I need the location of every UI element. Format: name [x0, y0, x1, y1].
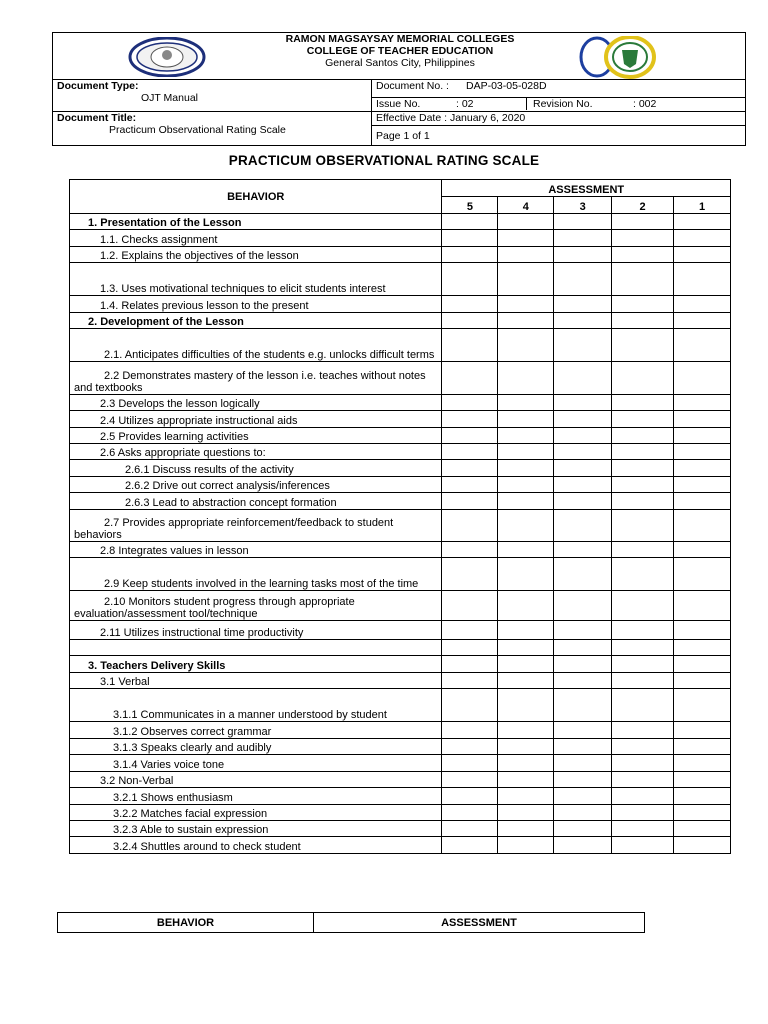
table-row: [70, 755, 731, 772]
rating-cell[interactable]: [612, 656, 674, 673]
institution-name: RAMON MAGSAYSAY MEMORIAL COLLEGES: [285, 33, 515, 45]
rating-cell[interactable]: [554, 821, 612, 837]
rating-cell[interactable]: [612, 739, 674, 755]
rating-cell[interactable]: [554, 510, 612, 542]
rating-cell[interactable]: [674, 542, 731, 558]
table-row: [70, 428, 731, 444]
rating-cell[interactable]: [554, 247, 612, 263]
rating-cell[interactable]: [612, 395, 674, 411]
rating-cell[interactable]: [442, 296, 498, 313]
rating-cell[interactable]: [442, 362, 498, 395]
rating-cell[interactable]: [554, 542, 612, 558]
table-row: [70, 313, 731, 329]
rating-cell[interactable]: [498, 395, 554, 411]
rating-cell[interactable]: [498, 772, 554, 788]
table-row: [70, 477, 731, 493]
rating-cell[interactable]: [498, 362, 554, 395]
rating-cell[interactable]: [674, 788, 731, 805]
rating-cell[interactable]: [674, 411, 731, 428]
behavior-cell: 2.7 Provides appropriate reinforcement/feedback to student behaviors: [70, 510, 442, 542]
doc-type-label: Document Type:: [57, 80, 139, 92]
table-row: [70, 247, 731, 263]
table-row: [70, 788, 731, 805]
table-row: [70, 214, 731, 230]
table-row: [70, 805, 731, 821]
rating-cell[interactable]: [612, 428, 674, 444]
behavior-cell: 2.4 Utilizes appropriate instructional aids: [70, 411, 442, 428]
rating-cell[interactable]: [442, 477, 498, 493]
rating-cell[interactable]: [612, 362, 674, 395]
rating-cell[interactable]: [612, 755, 674, 772]
table-row: [70, 362, 731, 395]
rating-cell[interactable]: [554, 263, 612, 296]
rating-cell[interactable]: [612, 722, 674, 739]
rating-cell[interactable]: [674, 460, 731, 477]
rating-cell[interactable]: [674, 805, 731, 821]
behavior-cell: 2. Development of the Lesson: [70, 313, 442, 329]
rating-cell[interactable]: [554, 395, 612, 411]
rating-cell[interactable]: [498, 673, 554, 689]
table-row: [70, 656, 731, 673]
rating-cell[interactable]: [442, 689, 498, 722]
rating-cell[interactable]: [612, 214, 674, 230]
behavior-cell: 3.2 Non-Verbal: [70, 772, 442, 788]
behavior-cell: 2.6 Asks appropriate questions to:: [70, 444, 442, 460]
behavior-cell: 1. Presentation of the Lesson: [70, 214, 442, 230]
effective-date-cell: [372, 112, 746, 126]
rating-cell[interactable]: [442, 722, 498, 739]
rating-cell[interactable]: [442, 395, 498, 411]
rating-cell[interactable]: [674, 510, 731, 542]
table-row: [70, 739, 731, 755]
table-row: [70, 411, 731, 428]
behavior-cell: 1.1. Checks assignment: [70, 230, 442, 247]
rating-cell[interactable]: [674, 263, 731, 296]
behavior-cell: 2.6.2 Drive out correct analysis/inferences: [70, 477, 442, 493]
rating-cell[interactable]: [554, 558, 612, 591]
rating-cell[interactable]: [498, 837, 554, 854]
rating-cell[interactable]: [674, 214, 731, 230]
institution-location: General Santos City, Philippines: [325, 57, 475, 69]
rating-cell[interactable]: [442, 247, 498, 263]
rating-cell[interactable]: [442, 755, 498, 772]
scale-5: 5: [442, 197, 498, 214]
rating-cell[interactable]: [674, 656, 731, 673]
rating-cell[interactable]: [612, 772, 674, 788]
rating-cell[interactable]: [498, 510, 554, 542]
rating-cell[interactable]: [554, 739, 612, 755]
rating-cell[interactable]: [554, 460, 612, 477]
rating-cell[interactable]: [498, 739, 554, 755]
rating-cell[interactable]: [674, 230, 731, 247]
rating-cell[interactable]: [554, 329, 612, 362]
rating-cell[interactable]: [554, 837, 612, 854]
table-row: [70, 395, 731, 411]
behavior-cell: 3.1.2 Observes correct grammar: [70, 722, 442, 739]
rating-cell[interactable]: [674, 477, 731, 493]
rating-cell[interactable]: [498, 591, 554, 621]
rating-cell[interactable]: [498, 493, 554, 510]
rating-cell[interactable]: [498, 640, 554, 656]
behavior-cell: 2.6.3 Lead to abstraction concept formation: [70, 493, 442, 510]
rating-cell[interactable]: [612, 591, 674, 621]
rating-cell[interactable]: [612, 805, 674, 821]
rating-cell[interactable]: [674, 621, 731, 640]
college-name: COLLEGE OF TEACHER EDUCATION: [306, 45, 494, 57]
rating-cell[interactable]: [442, 444, 498, 460]
rating-cell[interactable]: [612, 460, 674, 477]
rating-cell[interactable]: [554, 772, 612, 788]
table-row: [70, 621, 731, 640]
rating-cell[interactable]: [674, 444, 731, 460]
rating-cell[interactable]: [498, 558, 554, 591]
revision-label: Revision No.: [533, 98, 593, 110]
behavior-cell: 3.2.3 Able to sustain expression: [70, 821, 442, 837]
scale-2: 2: [612, 197, 674, 214]
rating-cell[interactable]: [442, 739, 498, 755]
rating-cell[interactable]: [674, 428, 731, 444]
table-row: [70, 460, 731, 477]
table-row: [70, 230, 731, 247]
rating-cell[interactable]: [498, 263, 554, 296]
rating-cell[interactable]: [442, 214, 498, 230]
rating-cell[interactable]: [674, 493, 731, 510]
rating-cell[interactable]: [612, 542, 674, 558]
footer-behavior-header: BEHAVIOR: [58, 913, 314, 933]
rating-cell[interactable]: [554, 230, 612, 247]
effective-value: : January 6, 2020: [444, 112, 526, 124]
table-row: [70, 542, 731, 558]
rating-cell[interactable]: [674, 755, 731, 772]
rating-cell[interactable]: [612, 247, 674, 263]
rating-cell[interactable]: [498, 788, 554, 805]
rating-cell[interactable]: [442, 230, 498, 247]
rating-cell[interactable]: [612, 689, 674, 722]
rating-cell[interactable]: [612, 230, 674, 247]
rating-cell[interactable]: [442, 673, 498, 689]
table-row: [70, 640, 731, 656]
scale-4: 4: [498, 197, 554, 214]
rating-cell[interactable]: [674, 739, 731, 755]
table-row: [70, 591, 731, 621]
doc-title-cell: [53, 112, 372, 146]
table-row: [70, 673, 731, 689]
rating-cell[interactable]: [442, 656, 498, 673]
rating-cell[interactable]: [498, 444, 554, 460]
rating-cell[interactable]: [612, 621, 674, 640]
rating-cell[interactable]: [442, 510, 498, 542]
doc-title-label: Document Title:: [57, 112, 137, 124]
rating-cell[interactable]: [442, 411, 498, 428]
rating-cell[interactable]: [442, 542, 498, 558]
rating-cell[interactable]: [612, 329, 674, 362]
rating-cell[interactable]: [442, 329, 498, 362]
rating-cell[interactable]: [554, 788, 612, 805]
behavior-cell: 3.1.3 Speaks clearly and audibly: [70, 739, 442, 755]
table-row: [70, 263, 731, 296]
effective-label: Effective Date: [376, 112, 442, 124]
rating-cell[interactable]: [442, 460, 498, 477]
rating-cell[interactable]: [498, 247, 554, 263]
table-row: [70, 558, 731, 591]
rating-cell[interactable]: [554, 214, 612, 230]
table-row: [70, 493, 731, 510]
rating-cell[interactable]: [498, 722, 554, 739]
rating-cell[interactable]: [498, 755, 554, 772]
scale-3: 3: [554, 197, 612, 214]
doc-no-cell: [372, 80, 746, 98]
behavior-header: BEHAVIOR: [70, 180, 442, 214]
college-seal-icon: [578, 36, 658, 79]
table-row: [70, 510, 731, 542]
rating-cell[interactable]: [612, 296, 674, 313]
doc-no-value: DAP-03-05-028D: [466, 80, 547, 92]
rating-cell[interactable]: [612, 444, 674, 460]
document-header: [52, 32, 746, 146]
behavior-cell: [70, 640, 442, 656]
doc-type-cell: [53, 80, 372, 112]
rating-cell[interactable]: [442, 263, 498, 296]
rating-table: [69, 179, 731, 854]
rating-cell[interactable]: [554, 689, 612, 722]
rating-cell[interactable]: [442, 788, 498, 805]
rating-cell[interactable]: [674, 772, 731, 788]
rating-cell[interactable]: [612, 673, 674, 689]
rating-cell[interactable]: [554, 296, 612, 313]
rating-cell[interactable]: [674, 722, 731, 739]
rating-cell[interactable]: [674, 395, 731, 411]
rating-cell[interactable]: [498, 460, 554, 477]
behavior-cell: 1.3. Uses motivational techniques to elicit students interest: [70, 263, 442, 296]
page-title: PRACTICUM OBSERVATIONAL RATING SCALE: [228, 153, 540, 168]
rating-cell[interactable]: [498, 477, 554, 493]
rating-cell[interactable]: [554, 444, 612, 460]
rating-cell[interactable]: [442, 621, 498, 640]
rating-cell[interactable]: [612, 788, 674, 805]
table-row: [70, 444, 731, 460]
behavior-cell: 3.1.4 Varies voice tone: [70, 755, 442, 772]
rating-cell[interactable]: [498, 313, 554, 329]
rating-cell[interactable]: [554, 673, 612, 689]
rating-cell[interactable]: [554, 362, 612, 395]
table-row: [70, 689, 731, 722]
behavior-cell: 2.8 Integrates values in lesson: [70, 542, 442, 558]
rating-cell[interactable]: [554, 621, 612, 640]
rating-cell[interactable]: [674, 821, 731, 837]
doc-type-value: OJT Manual: [141, 92, 198, 104]
page-label: Page 1 of 1: [376, 129, 430, 142]
rating-cell[interactable]: [674, 329, 731, 362]
rating-cell[interactable]: [674, 640, 731, 656]
rating-cell[interactable]: [554, 656, 612, 673]
rating-cell[interactable]: [442, 837, 498, 854]
table-row: [70, 821, 731, 837]
behavior-cell: 2.10 Monitors student progress through appropriate evaluation/assessment tool/technique: [70, 591, 442, 621]
behavior-cell: 3.2.4 Shuttles around to check student: [70, 837, 442, 854]
institution-cell: [53, 33, 746, 80]
rating-cell[interactable]: [674, 837, 731, 854]
rating-cell[interactable]: [498, 230, 554, 247]
footer-assessment-header: ASSESSMENT: [314, 913, 645, 933]
rating-cell[interactable]: [442, 772, 498, 788]
rating-cell[interactable]: [612, 493, 674, 510]
table-row: [70, 329, 731, 362]
rating-cell[interactable]: [674, 247, 731, 263]
rating-cell[interactable]: [674, 558, 731, 591]
rating-cell[interactable]: [554, 722, 612, 739]
rating-cell[interactable]: [674, 296, 731, 313]
behavior-cell: 3. Teachers Delivery Skills: [70, 656, 442, 673]
revision-value: : 002: [633, 98, 657, 110]
rating-cell[interactable]: [442, 591, 498, 621]
rating-cell[interactable]: [498, 296, 554, 313]
rating-cell[interactable]: [612, 510, 674, 542]
doc-title-value: Practicum Observational Rating Scale: [109, 124, 286, 136]
rating-cell[interactable]: [554, 755, 612, 772]
rating-cell[interactable]: [554, 477, 612, 493]
behavior-cell: 3.2.1 Shows enthusiasm: [70, 788, 442, 805]
rating-cell[interactable]: [674, 689, 731, 722]
rating-cell[interactable]: [674, 313, 731, 329]
rating-cell[interactable]: [498, 821, 554, 837]
behavior-cell: 3.1.1 Communicates in a manner understood by student: [70, 689, 442, 722]
rating-cell[interactable]: [498, 411, 554, 428]
rating-cell[interactable]: [554, 493, 612, 510]
rating-cell[interactable]: [442, 821, 498, 837]
assessment-header: ASSESSMENT: [442, 180, 731, 197]
rating-cell[interactable]: [498, 329, 554, 362]
table-row: [70, 722, 731, 739]
doc-no-label: Document No. :: [376, 80, 449, 92]
scale-1: 1: [674, 197, 731, 214]
footer-table: [57, 912, 645, 933]
behavior-cell: 2.5 Provides learning activities: [70, 428, 442, 444]
behavior-cell: 2.3 Develops the lesson logically: [70, 395, 442, 411]
page-cell: [372, 126, 746, 146]
rating-cell[interactable]: [612, 411, 674, 428]
behavior-cell: 2.2 Demonstrates mastery of the lesson i.e. teaches without notes and textbooks: [70, 362, 442, 395]
rating-cell[interactable]: [442, 428, 498, 444]
rating-cell[interactable]: [442, 805, 498, 821]
rating-cell[interactable]: [442, 558, 498, 591]
issue-no-label: Issue No.: [376, 98, 421, 110]
rating-cell[interactable]: [612, 640, 674, 656]
rating-cell[interactable]: [498, 689, 554, 722]
rating-cell[interactable]: [498, 542, 554, 558]
rating-cell[interactable]: [554, 313, 612, 329]
rating-cell[interactable]: [554, 805, 612, 821]
rating-cell[interactable]: [554, 591, 612, 621]
rating-cell[interactable]: [498, 805, 554, 821]
rating-cell[interactable]: [612, 477, 674, 493]
table-row: [70, 837, 731, 854]
rating-cell[interactable]: [612, 821, 674, 837]
rating-cell[interactable]: [498, 656, 554, 673]
behavior-cell: 2.11 Utilizes instructional time productivity: [70, 621, 442, 640]
rating-cell[interactable]: [498, 214, 554, 230]
rating-cell[interactable]: [612, 558, 674, 591]
rating-cell[interactable]: [554, 411, 612, 428]
behavior-cell: 3.1 Verbal: [70, 673, 442, 689]
rating-cell[interactable]: [612, 263, 674, 296]
behavior-cell: 3.2.2 Matches facial expression: [70, 805, 442, 821]
rating-cell[interactable]: [612, 313, 674, 329]
behavior-cell: 2.1. Anticipates difficulties of the students e.g. unlocks difficult terms: [70, 329, 442, 362]
rating-cell[interactable]: [498, 621, 554, 640]
issue-no-value: : 02: [456, 98, 474, 110]
rating-cell[interactable]: [674, 362, 731, 395]
issue-cell: [372, 98, 746, 112]
rating-cell[interactable]: [674, 673, 731, 689]
table-row: [70, 296, 731, 313]
table-row: [70, 772, 731, 788]
behavior-cell: 2.9 Keep students involved in the learning tasks most of the time: [70, 558, 442, 591]
rating-cell[interactable]: [674, 591, 731, 621]
behavior-cell: 1.2. Explains the objectives of the lesson: [70, 247, 442, 263]
behavior-cell: 2.6.1 Discuss results of the activity: [70, 460, 442, 477]
rating-cell[interactable]: [554, 640, 612, 656]
rating-cell[interactable]: [442, 640, 498, 656]
rating-cell[interactable]: [612, 837, 674, 854]
behavior-cell: 1.4. Relates previous lesson to the present: [70, 296, 442, 313]
rating-cell[interactable]: [442, 313, 498, 329]
rating-cell[interactable]: [442, 493, 498, 510]
rating-cell[interactable]: [498, 428, 554, 444]
rating-cell[interactable]: [554, 428, 612, 444]
